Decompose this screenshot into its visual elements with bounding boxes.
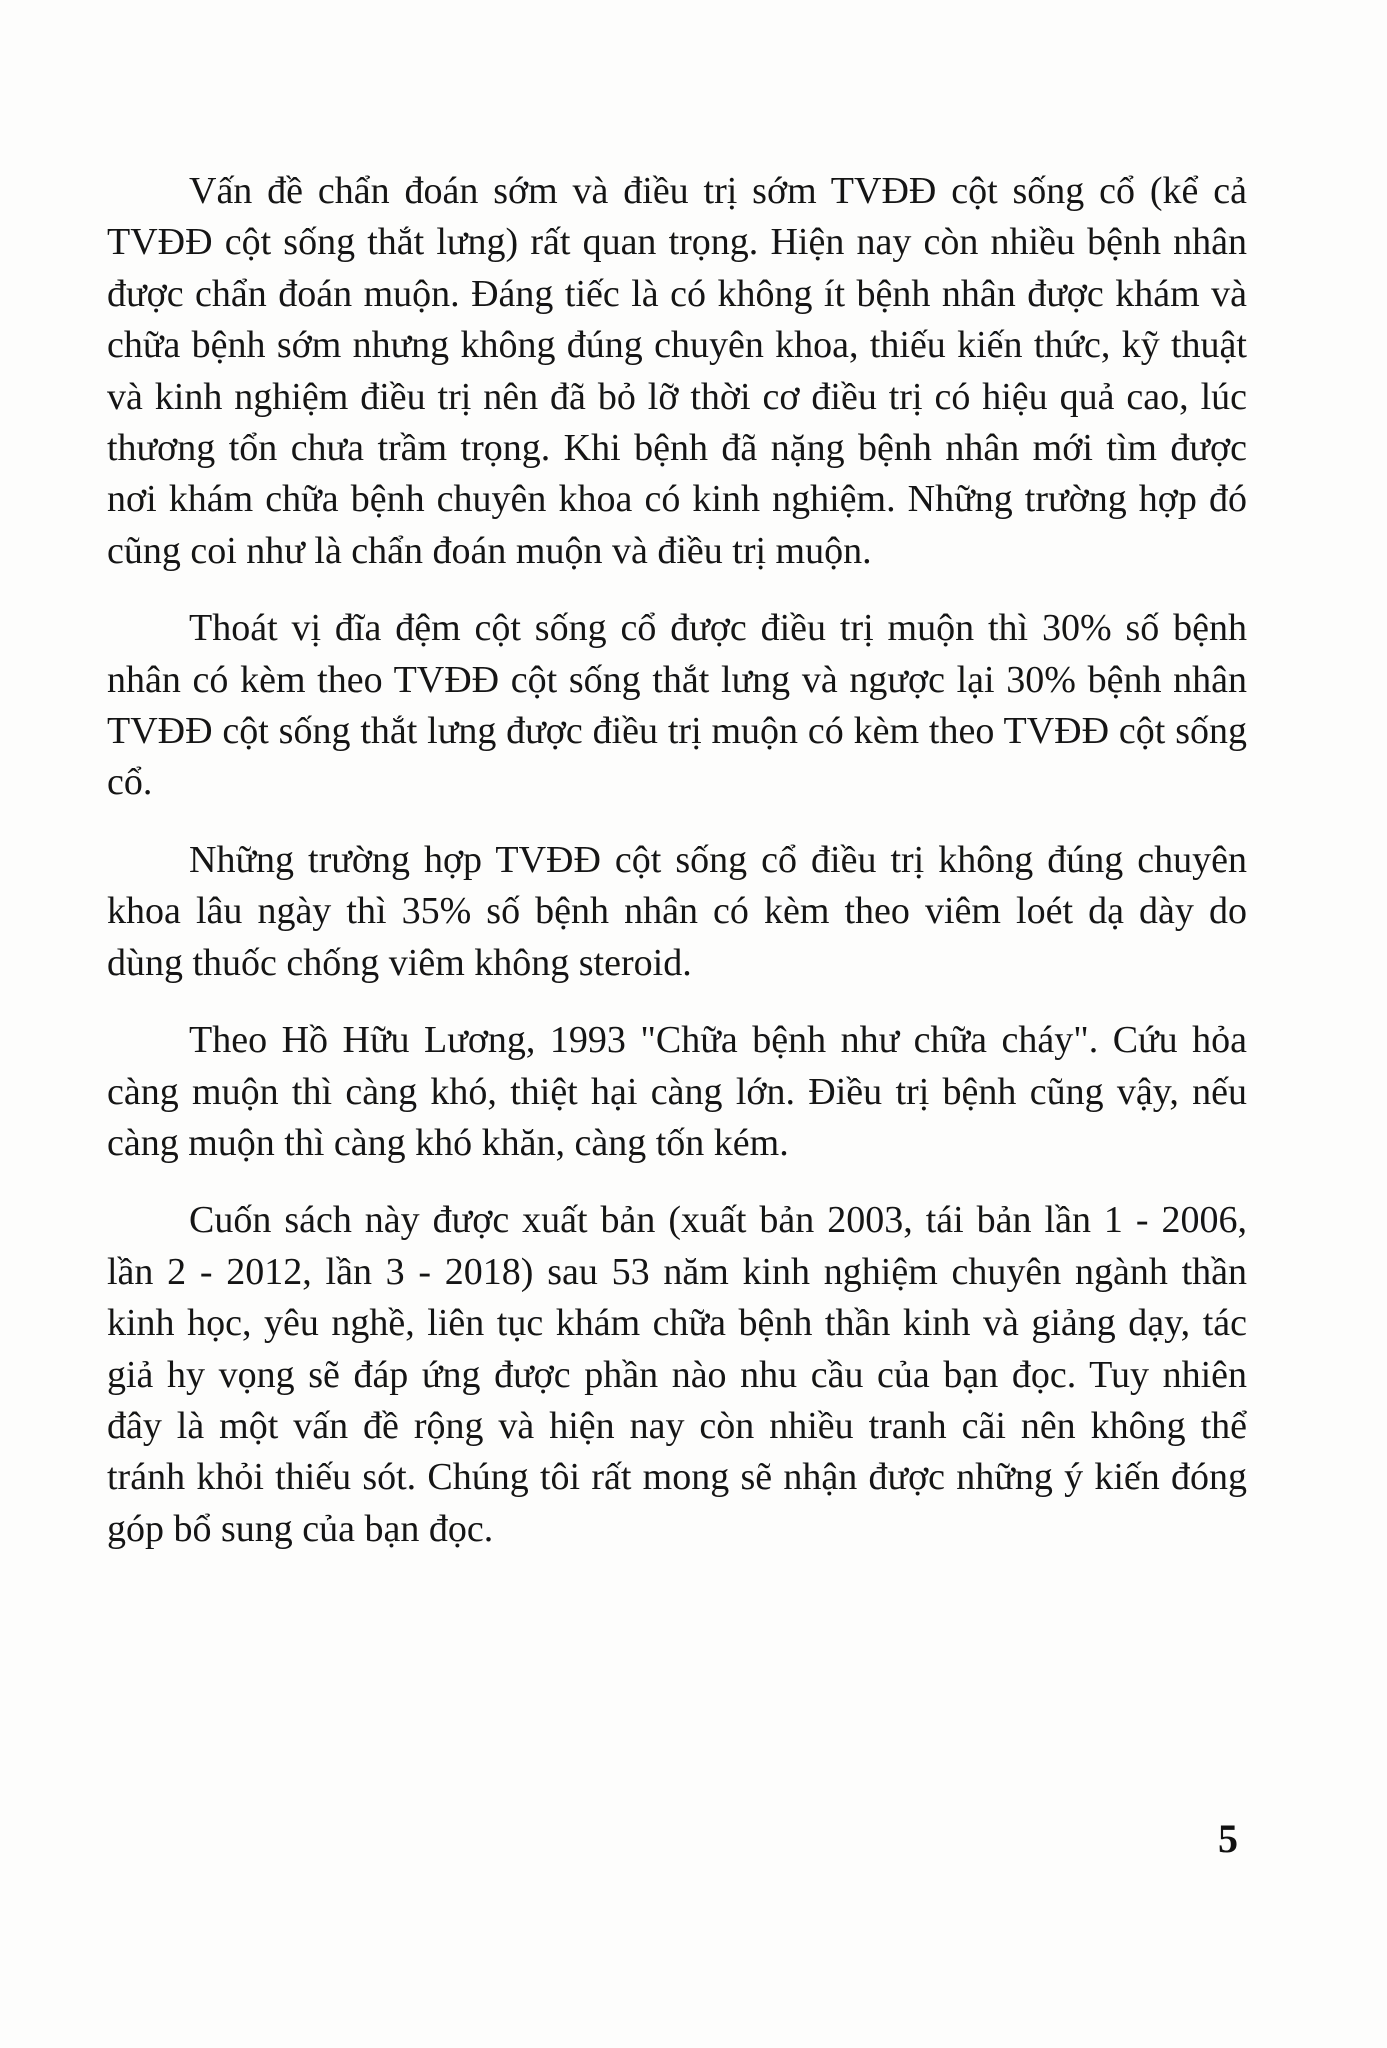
paragraph-late-treatment-statistics: Thoát vị đĩa đệm cột sống cổ được điều trị muộn thì 30% số bệnh nhân có kèm theo TVĐĐ cột sống thắt lưng và ngược lại 30% bệnh nhân TVĐĐ cột sống thắt lưng được điều trị muộn có kèm theo TVĐĐ cột sống cổ. — [107, 607, 1247, 804]
paragraph-quote-ho-huu-luong: Theo Hồ Hữu Lương, 1993 "Chữa bệnh như chữa cháy". Cứu hỏa càng muộn thì càng khó, thiệt hại càng lớn. Điều trị bệnh cũng vậy, nếu càng muộn thì càng khó khăn, càng tốn kém. — [107, 1019, 1247, 1164]
page-number: 5 — [1218, 1816, 1238, 1861]
paragraph-gastric-ulcer-statistics: Những trường hợp TVĐĐ cột sống cổ điều trị không đúng chuyên khoa lâu ngày thì 35% số bệnh nhân có kèm theo viêm loét dạ dày do dùng thuốc chống viêm không steroid. — [107, 838, 1247, 984]
paragraph-book-publication: Cuốn sách này được xuất bản (xuất bản 2003, tái bản lần 1 - 2006, lần 2 - 2012, lần 3 - 2018) sau 53 năm kinh nghiệm chuyên ngành thần kinh học, yêu nghề, liên tục khám chữa bệnh thần kinh và giảng dạy, tác giả hy vọng sẽ đáp ứng được phần nào nhu cầu của bạn đọc. Tuy nhiên đây là một vấn đề rộng và hiện nay còn nhiều tranh cãi nên không thể tránh khỏi thiếu sót. Chúng tôi rất mong sẽ nhận được những ý kiến đóng góp bổ sung của bạn đọc. — [107, 1199, 1247, 1550]
page-body — [107, 166, 1247, 1581]
paragraph-early-diagnosis: Vấn đề chẩn đoán sớm và điều trị sớm TVĐĐ cột sống cổ (kể cả TVĐĐ cột sống thắt lưng) rất quan trọng. Hiện nay còn nhiều bệnh nhân được chẩn đoán muộn. Đáng tiếc là có không ít bệnh nhân được khám và chữa bệnh sớm nhưng không đúng chuyên khoa, thiếu kiến thức, kỹ thuật và kinh nghiệm điều trị nên đã bỏ lỡ thời cơ điều trị có hiệu quả cao, lúc thương tổn chưa trầm trọng. Khi bệnh đã nặng bệnh nhân mới tìm được nơi khám chữa bệnh chuyên khoa có kinh nghiệm. Những trường hợp đó cũng coi như là chẩn đoán muộn và điều trị muộn. — [107, 170, 1247, 572]
